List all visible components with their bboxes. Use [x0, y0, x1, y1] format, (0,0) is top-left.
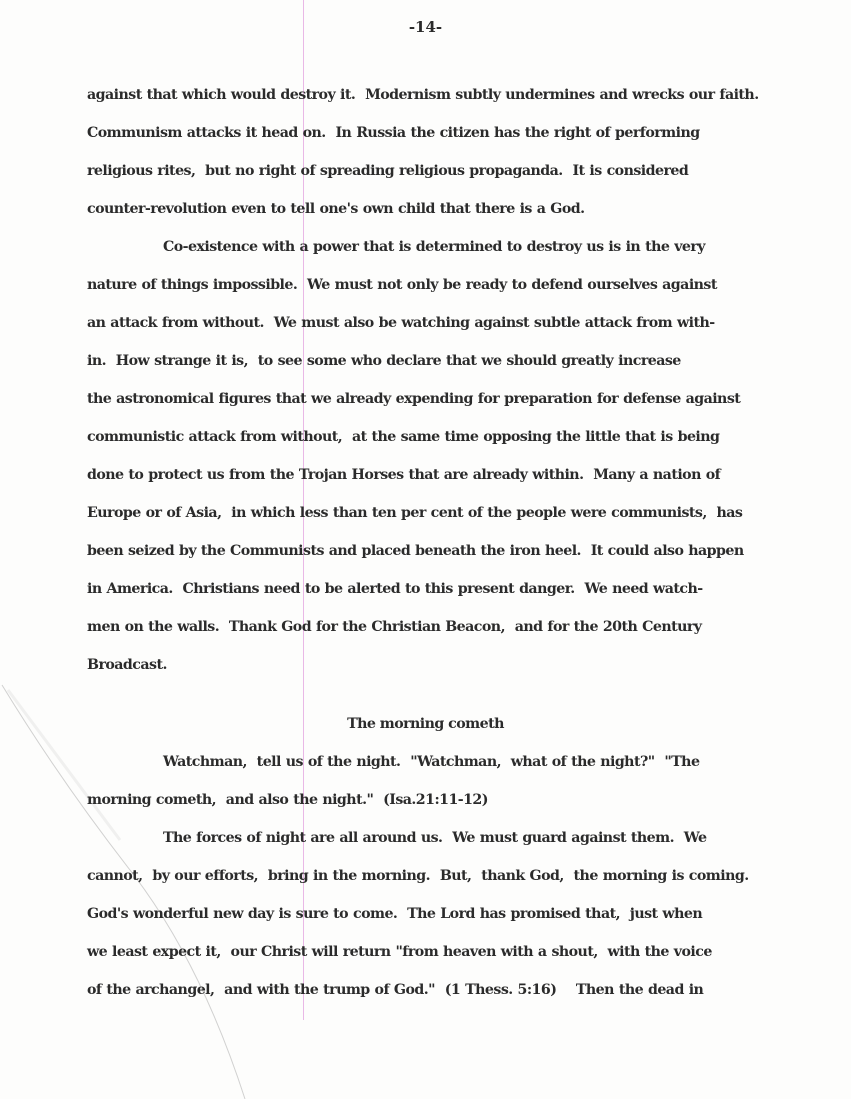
text-line: done to protect us from the Trojan Horses that are already within. Many a nation of	[87, 467, 721, 483]
text-line: in America. Christians need to be alerted to this present danger. We need watch-	[87, 581, 703, 597]
text-line: Co-existence with a power that is determined to destroy us is in the very	[163, 239, 705, 255]
text-line: in. How strange it is, to see some who declare that we should greatly increase	[87, 353, 681, 369]
text-line: Watchman, tell us of the night. "Watchman, what of the night?" "The	[163, 754, 700, 770]
text-line: been seized by the Communists and placed beneath the iron heel. It could also happen	[87, 543, 744, 559]
text-line: men on the walls. Thank God for the Christian Beacon, and for the 20th Century	[87, 619, 702, 635]
text-line: of the archangel, and with the trump of God." (1 Thess. 5:16) Then the dead in	[87, 982, 704, 998]
text-line: Broadcast.	[87, 657, 167, 673]
text-line: Communism attacks it head on. In Russia the citizen has the right of performing	[87, 125, 700, 141]
section-heading: The morning cometh	[347, 716, 504, 732]
text-line: God's wonderful new day is sure to come. The Lord has promised that, just when	[87, 906, 703, 922]
text-line: the astronomical figures that we already expending for preparation for defense against	[87, 391, 741, 407]
text-line: cannot, by our efforts, bring in the morning. But, thank God, the morning is coming.	[87, 868, 749, 884]
text-line: communistic attack from without, at the same time opposing the little that is being	[87, 429, 720, 445]
text-line: religious rites, but no right of spreading religious propaganda. It is considered	[87, 163, 689, 179]
text-line: The forces of night are all around us. We must guard against them. We	[163, 830, 707, 846]
text-line: Europe or of Asia, in which less than ten per cent of the people were communists, has	[87, 505, 743, 521]
text-line: against that which would destroy it. Modernism subtly undermines and wrecks our faith.	[87, 87, 759, 103]
text-line: counter-revolution even to tell one's own child that there is a God.	[87, 201, 585, 217]
text-line: an attack from without. We must also be watching against subtle attack from with-	[87, 315, 715, 331]
text-line: morning cometh, and also the night." (Isa.21:11-12)	[87, 792, 488, 808]
text-line: nature of things impossible. We must not only be ready to defend ourselves against	[87, 277, 717, 293]
text-line: we least expect it, our Christ will return "from heaven with a shout, with the voice	[87, 944, 712, 960]
page-number: -14-	[408, 18, 443, 36]
